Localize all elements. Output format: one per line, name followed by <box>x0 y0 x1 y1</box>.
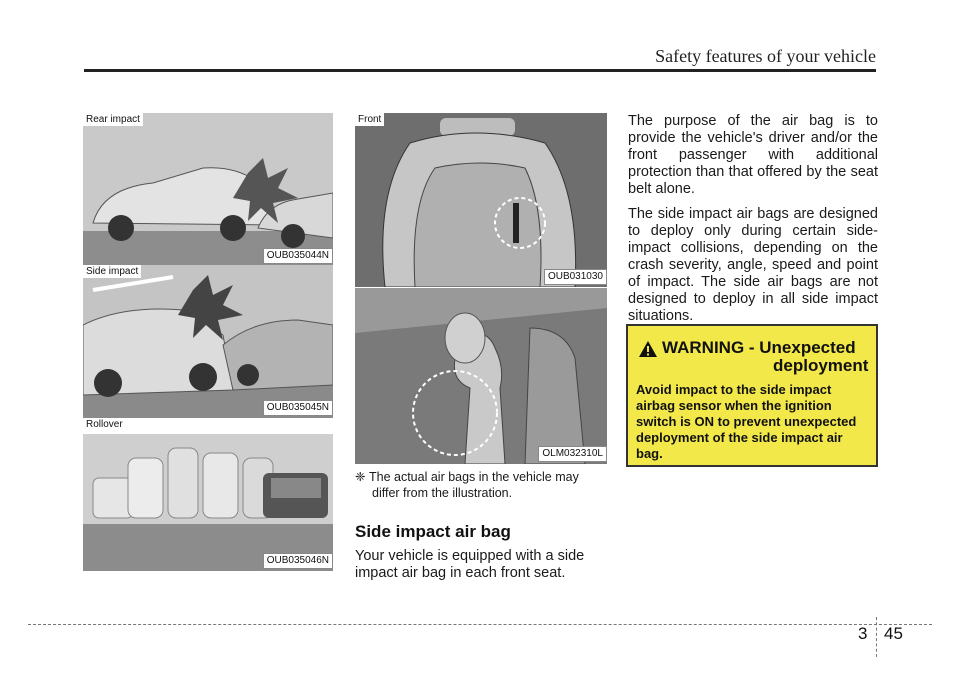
footer-divider <box>876 617 877 657</box>
rollover-code: OUB035046N <box>263 553 333 569</box>
rear-impact-illustration <box>83 113 333 266</box>
right-column-text <box>628 113 878 325</box>
figure-caption <box>355 469 610 501</box>
side-impact-code: OUB035045N <box>263 400 333 416</box>
rear-impact-label: Rear impact <box>83 113 143 126</box>
deploy-paragraph: The side impact air bags are designed to deploy only during certain side-impact collisions, depending on the crash severity, angle, speed and point of impact. The side air bags are not designed to deploy in all side impact situations. <box>628 206 878 324</box>
rear-impact-code: OUB035044N <box>263 248 333 264</box>
chapter-number: 3 <box>858 624 868 643</box>
front-seat-label: Front <box>355 113 384 126</box>
side-impact-label: Side impact <box>83 265 141 278</box>
section-heading: Side impact air bag <box>355 522 511 541</box>
warning-box <box>626 324 878 467</box>
purpose-paragraph: The purpose of the air bag is to provide the vehicle's driver and/or the front passenger with additional protection than that offered by the seat belt alone. <box>628 113 878 197</box>
rollover-illustration <box>83 418 333 571</box>
warning-text: Avoid impact to the side impact airbag sensor when the ignition switch is ON to prevent unexpected deployment of the side impact air bag. <box>636 382 857 461</box>
section-body: Your vehicle is equipped with a side impact air bag in each front seat. <box>355 548 585 581</box>
side-impact-figure <box>83 265 333 418</box>
side-airbag-code: OLM032310L <box>538 446 607 462</box>
warning-triangle-icon <box>638 340 658 358</box>
front-seat-code: OUB031030 <box>544 269 607 285</box>
warning-title-continued: deployment <box>773 356 869 375</box>
rollover-figure <box>83 418 333 571</box>
caption-line2: differ from the illustration. <box>372 486 513 500</box>
side-airbag-illustration <box>355 288 607 464</box>
page-number: 45 <box>884 624 903 643</box>
page-header-title: Safety features of your vehicle <box>655 46 876 66</box>
side-impact-illustration <box>83 265 333 418</box>
front-seat-illustration <box>355 113 607 287</box>
caption-line1: The actual air bags in the vehicle may <box>369 470 579 484</box>
side-airbag-figure <box>355 288 607 464</box>
header-rule <box>84 69 876 72</box>
rear-impact-figure <box>83 113 333 266</box>
footer-rule <box>28 624 932 625</box>
warning-title: WARNING - Unexpected <box>662 338 856 357</box>
rollover-label: Rollover <box>83 418 126 431</box>
front-seat-figure <box>355 113 607 287</box>
caption-mark: ❈ <box>355 470 366 484</box>
